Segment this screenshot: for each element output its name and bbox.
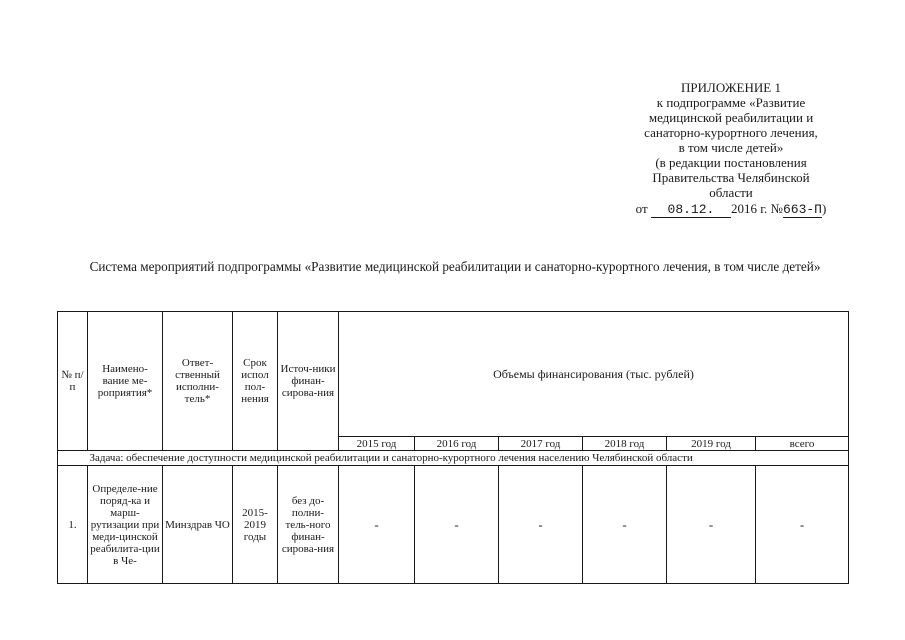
year-2016: 2016 год (415, 437, 499, 451)
header-volumes: Объемы финансирования (тыс. рублей) (339, 312, 849, 437)
table-row (58, 466, 849, 584)
row-term: 2015-2019 годы (233, 466, 278, 584)
appendix-line: к подпрограмме «Развитие (656, 95, 806, 110)
document-title: Система мероприятий подпрограммы «Развитие медицинской реабилитации и санаторно-курортного лечения, в том числе детей» (89, 259, 821, 274)
appendix-line: ПРИЛОЖЕНИЕ 1 (681, 80, 781, 95)
task-row (58, 451, 849, 466)
appendix-header (600, 80, 862, 218)
year-2015: 2015 год (339, 437, 415, 451)
value-2017: - (499, 466, 583, 584)
year-2017: 2017 год (499, 437, 583, 451)
value-2019: - (667, 466, 756, 584)
task-spacer (58, 451, 88, 466)
appendix-line: Правительства Челябинской (652, 170, 810, 185)
activities-table (57, 311, 849, 584)
header-num: № п/п (58, 312, 88, 451)
header-responsible: Ответ-ственный исполни-тель* (163, 312, 233, 451)
header-row (58, 312, 849, 437)
header-source: Источ-ники финан-сирова-ния (278, 312, 339, 451)
value-2016: - (415, 466, 499, 584)
resolution-date: 08.12. (651, 202, 731, 218)
row-num: 1. (58, 466, 88, 584)
year-2018: 2018 год (583, 437, 667, 451)
appendix-line: санаторно-курортного лечения, (644, 125, 818, 140)
year-2019: 2019 год (667, 437, 756, 451)
closing-paren: ) (821, 201, 827, 216)
row-name: Определе-ние поряд-ка и марш-рутизации при меди-цинской реабилита-ции в Че- (88, 466, 163, 584)
value-2015: - (339, 466, 415, 584)
task-text: Задача: обеспечение доступности медицинской реабилитации и санаторно-курортного лечения населению Челябинской области (88, 451, 849, 466)
appendix-line: медицинской реабилитации и (648, 110, 814, 125)
header-term: Срок испол пол-нения (233, 312, 278, 451)
value-2018: - (583, 466, 667, 584)
resolution-date-line (600, 201, 862, 218)
appendix-line: в том числе детей» (678, 140, 784, 155)
date-prefix: от (635, 201, 648, 216)
resolution-number: 663-П (782, 202, 822, 217)
row-source: без до-полни-тель-ного финан-сирова-ния (278, 466, 339, 584)
header-name: Наимено-вание ме-роприятия* (88, 312, 163, 451)
appendix-line: области (709, 185, 753, 200)
appendix-line: (в редакции постановления (655, 155, 807, 170)
row-responsible: Минздрав ЧО (163, 466, 233, 584)
resolution-year: 2016 г. № (730, 201, 783, 216)
year-total: всего (756, 437, 849, 451)
value-total: - (756, 466, 849, 584)
